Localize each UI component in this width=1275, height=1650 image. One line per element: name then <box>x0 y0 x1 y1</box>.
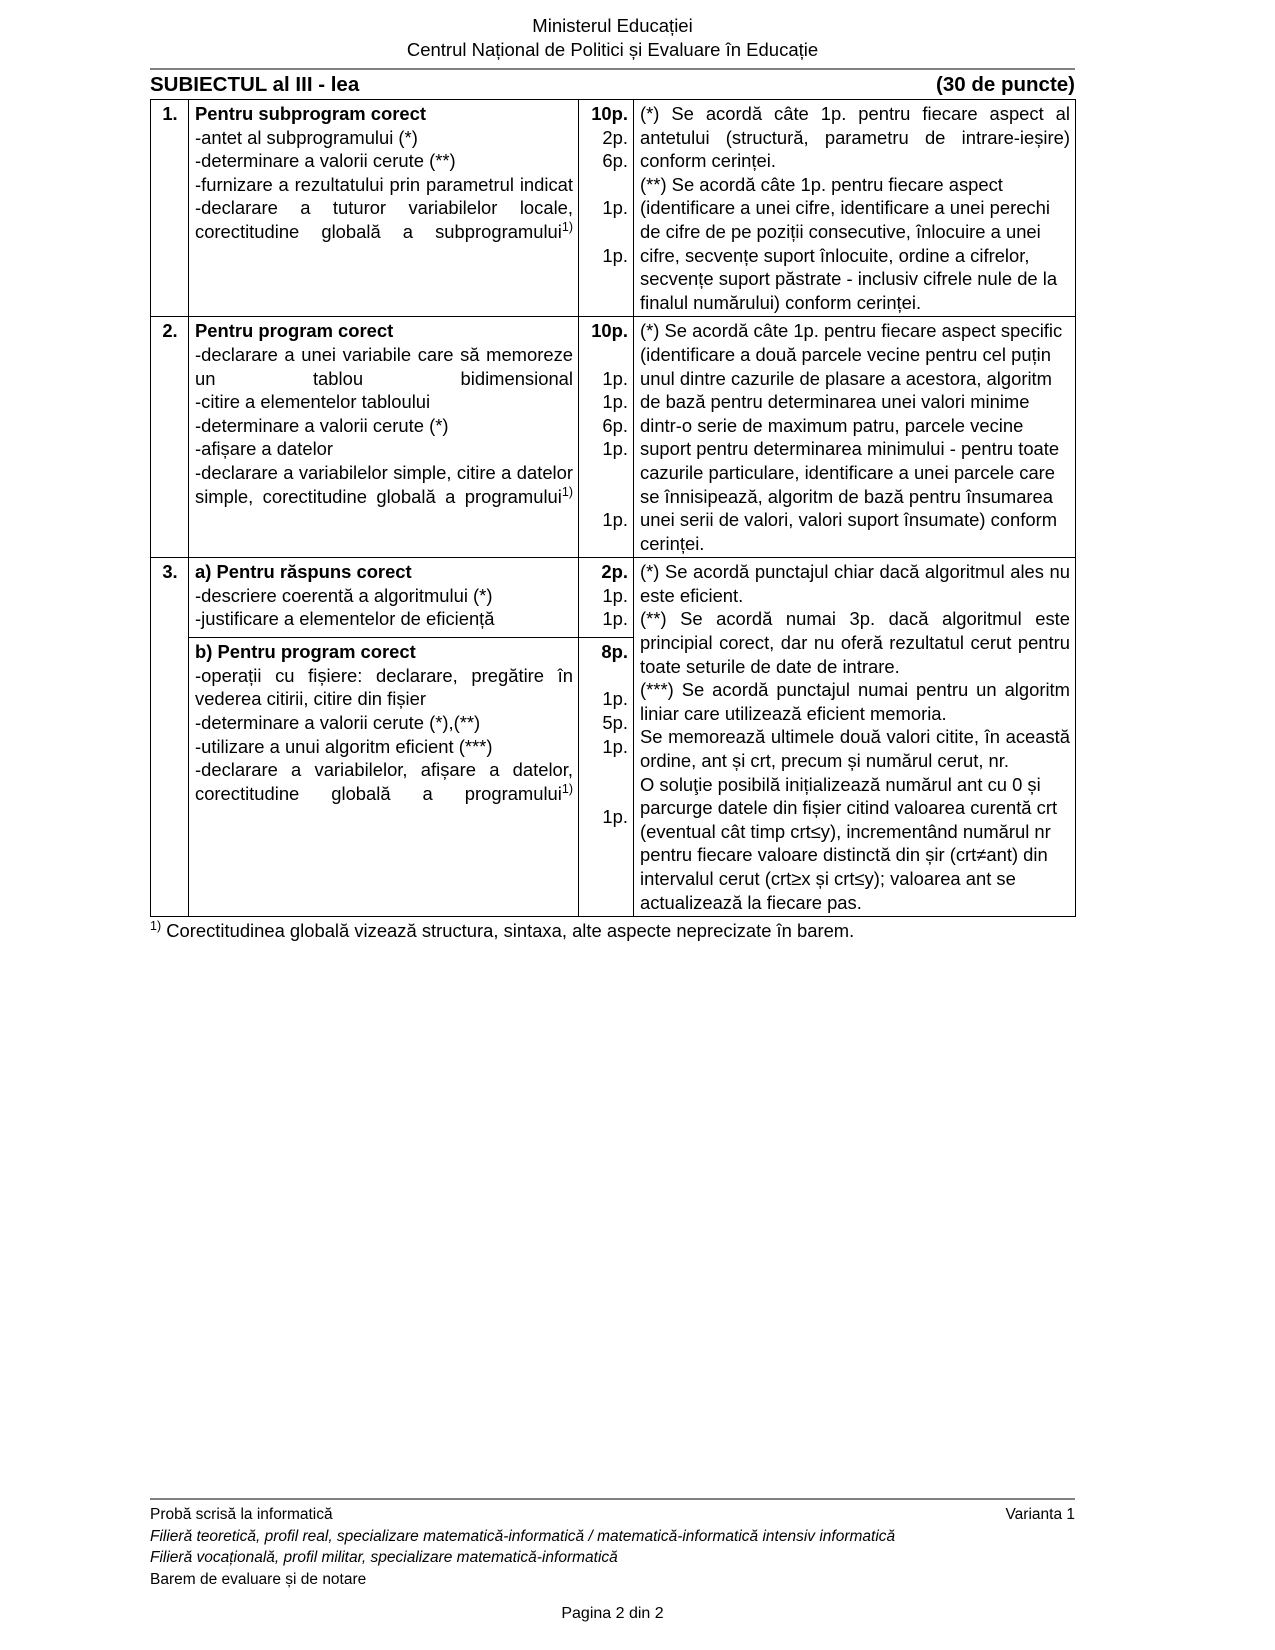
points-value: 10p. <box>591 320 628 342</box>
points-spacer <box>585 485 628 509</box>
ministry-name: Ministerul Educației <box>532 15 693 36</box>
points-value: 2p. <box>601 561 628 583</box>
criteria-heading: b) Pentru program corect <box>195 641 416 663</box>
points-spacer <box>585 782 628 806</box>
criteria-item <box>195 758 573 805</box>
note-paragraph: O soluţie posibilă inițializează numărul ant cu 0 și parcurge datele din fișier citind valoarea curentă crt (eventual cât timp crt≤y), incrementând numărul nr pentru fiecare valoare distinctă din șir (crt≠ant) din intervalul cerut (crt≥x și crt≤y); valoarea ant se actualizează la fiecare pas. <box>640 773 1058 913</box>
criteria-item <box>195 664 573 711</box>
table-row <box>151 317 1076 558</box>
footer-line-3: Filieră vocațională, profil militar, specializare matematică-informatică <box>150 1549 618 1566</box>
footer-line-1 <box>150 1504 1075 1526</box>
row-number: 1. <box>151 100 189 317</box>
criteria-heading: a) Pentru răspuns corect <box>195 561 412 583</box>
row-points-b <box>579 638 634 917</box>
criteria-item: -determinare a valorii cerute (*),(**) <box>195 711 481 733</box>
points-spacer <box>585 461 628 485</box>
row-criteria <box>189 100 579 317</box>
points-value: 6p. <box>602 150 628 172</box>
criteria-item: -afișare a datelor <box>195 438 334 460</box>
points-value: 1p. <box>602 688 628 710</box>
points-value: 1p. <box>602 438 628 460</box>
points-value: 1p. <box>602 367 628 389</box>
points-value: 1p. <box>602 509 628 531</box>
row-notes <box>634 100 1076 317</box>
criteria-item <box>195 173 573 197</box>
points-value: 1p. <box>602 244 628 266</box>
note-paragraph: (**) Se acordă numai 3p. dacă algoritmul este principial corect, dar nu oferă rezultatul cerut pentru toate seturile de date de intrare. <box>640 608 1070 677</box>
points-value: 1p. <box>602 735 628 757</box>
criteria-item-text: -operații cu fișiere: declarare, pregătire în vederea citirii, citire din fișier <box>195 664 573 710</box>
points-value: 1p. <box>602 391 628 413</box>
row-notes <box>634 558 1076 917</box>
footnote-marker: 1) <box>561 484 573 499</box>
criteria-item <box>195 461 573 508</box>
points-spacer <box>585 220 628 244</box>
criteria-heading: Pentru subprogram corect <box>195 103 426 124</box>
points-value: 1p. <box>602 584 628 606</box>
row-number: 2. <box>151 317 189 558</box>
footer-line-2: Filieră teoretică, profil real, specializare matematică-informatică / matematică-informatică intensiv informatică <box>150 1527 896 1545</box>
points-value: 2p. <box>602 126 628 148</box>
note-paragraph: (***) Se acordă punctajul numai pentru un algoritm liniar care utilizează eficient memoria. <box>640 679 1070 724</box>
points-value: 8p. <box>601 641 628 663</box>
variant-label: Varianta 1 <box>1005 1506 1075 1523</box>
criteria-item: -determinare a valorii cerute (**) <box>195 150 456 172</box>
criteria-item-text: -declarare a variabilelor simple, citire a datelor simple, corectitudine globală a programului <box>195 461 573 507</box>
criteria-item-text: -declarare a unei variabile care să memoreze un tablou bidimensional <box>195 343 573 389</box>
document-header <box>150 14 1075 62</box>
subject-title-row <box>150 72 1075 98</box>
footer-line-4: Barem de evaluare și de notare <box>150 1570 367 1588</box>
note-paragraph: (*) Se acordă câte 1p. pentru fiecare aspect al antetului (structură, parametru de intrare-ieșire) conform cerinței. <box>640 103 1070 172</box>
criteria-item <box>195 196 573 243</box>
page-footer <box>150 1504 1075 1625</box>
row-points <box>579 100 634 317</box>
criteria-item: -justificare a elementelor de eficiență <box>195 608 495 630</box>
page-number: Pagina 2 din 2 <box>561 1605 664 1622</box>
note-paragraph: Se memorează ultimele două valori citite, în această ordine, ant și crt, precum și numărul cerut, nr. <box>640 726 1070 772</box>
criteria-filler <box>195 805 573 829</box>
points-spacer <box>585 758 628 782</box>
points-value: 5p. <box>602 711 628 733</box>
criteria-item: -descriere coerentă a algoritmului (*) <box>195 584 493 606</box>
points-value: 6p. <box>602 414 628 436</box>
row-criteria-b <box>189 638 579 917</box>
note-paragraph: (**) Se acordă câte 1p. pentru fiecare aspect (identificare a unei cifre, identificare a unei perechi de cifre de pe poziții consecutive, înlocuire a unei cifre, secvențe suport înlocuite, ordine a cifrelor, secvențe suport păstrate - inclusiv cifrele nule de la finalul numărului) conform cerinței. <box>640 173 1058 313</box>
note-paragraph: (*) Se acordă câte 1p. pentru fiecare aspect specific (identificare a două parcele vecine pentru cel puțin unul dintre cazurile de plasare a acestora, algoritm de bază pentru determinarea unei valori minime dintr-o serie de maximum patru, parcele vecine suport pentru determinarea minimului - pentru toate cazurile particulare, identificare a unei parcele care se înnisipează, algoritm de bază pentru însumarea unei serii de valori, valori suport însumate) conform cerinței. <box>640 320 1063 554</box>
criteria-item-text: -declarare a tuturor variabilelor locale, corectitudine globală a subprogramului <box>195 197 573 242</box>
table-row <box>151 558 1076 638</box>
footnote-marker: 1) <box>561 781 573 796</box>
subject-points: (30 de puncte) <box>936 73 1075 96</box>
points-value: 10p. <box>591 103 628 124</box>
header-divider <box>150 68 1075 70</box>
points-spacer <box>585 664 628 688</box>
row-criteria <box>189 317 579 558</box>
footnote-marker: 1) <box>150 918 162 933</box>
criteria-item-text: -furnizare a rezultatului prin parametrul indicat <box>195 173 573 195</box>
criteria-filler <box>195 876 573 900</box>
row-number: 3. <box>151 558 189 917</box>
points-value: 1p. <box>602 806 628 828</box>
criteria-item: -utilizare a unui algoritm eficient (***) <box>195 735 493 757</box>
points-value: 1p. <box>602 197 628 219</box>
criteria-item <box>195 343 573 390</box>
criteria-item: -determinare a valorii cerute (*) <box>195 414 449 436</box>
row-notes <box>634 317 1076 558</box>
footnote-marker: 1) <box>561 219 573 234</box>
exam-subject-label: Probă scrisă la informatică <box>150 1506 333 1523</box>
subject-title: SUBIECTUL al III - lea <box>150 73 360 96</box>
points-value: 1p. <box>602 608 628 630</box>
note-paragraph: (*) Se acordă punctajul chiar dacă algoritmul ales nu este eficient. <box>640 561 1070 606</box>
grading-table <box>150 99 1076 917</box>
row-points-a <box>579 558 634 638</box>
row-points <box>579 317 634 558</box>
criteria-item: -antet al subprogramului (*) <box>195 126 418 148</box>
points-spacer <box>585 173 628 197</box>
points-spacer <box>585 343 628 367</box>
footnote-text: Corectitudinea globală vizează structura, sintaxa, alte aspecte neprecizate în barem. <box>161 920 855 941</box>
criteria-filler <box>195 829 573 853</box>
table-row <box>151 100 1076 317</box>
row-criteria-a <box>189 558 579 638</box>
criteria-item-text: -declarare a variabilelor, afișare a datelor, corectitudine globală a programului <box>195 759 573 804</box>
criteria-filler <box>195 853 573 877</box>
table-footnote <box>150 919 1075 942</box>
footer-divider <box>150 1498 1075 1500</box>
criteria-item: -citire a elementelor tabloului <box>195 391 431 413</box>
criteria-heading: Pentru program corect <box>195 320 394 342</box>
center-name: Centrul Național de Politici și Evaluare în Educație <box>406 39 819 60</box>
